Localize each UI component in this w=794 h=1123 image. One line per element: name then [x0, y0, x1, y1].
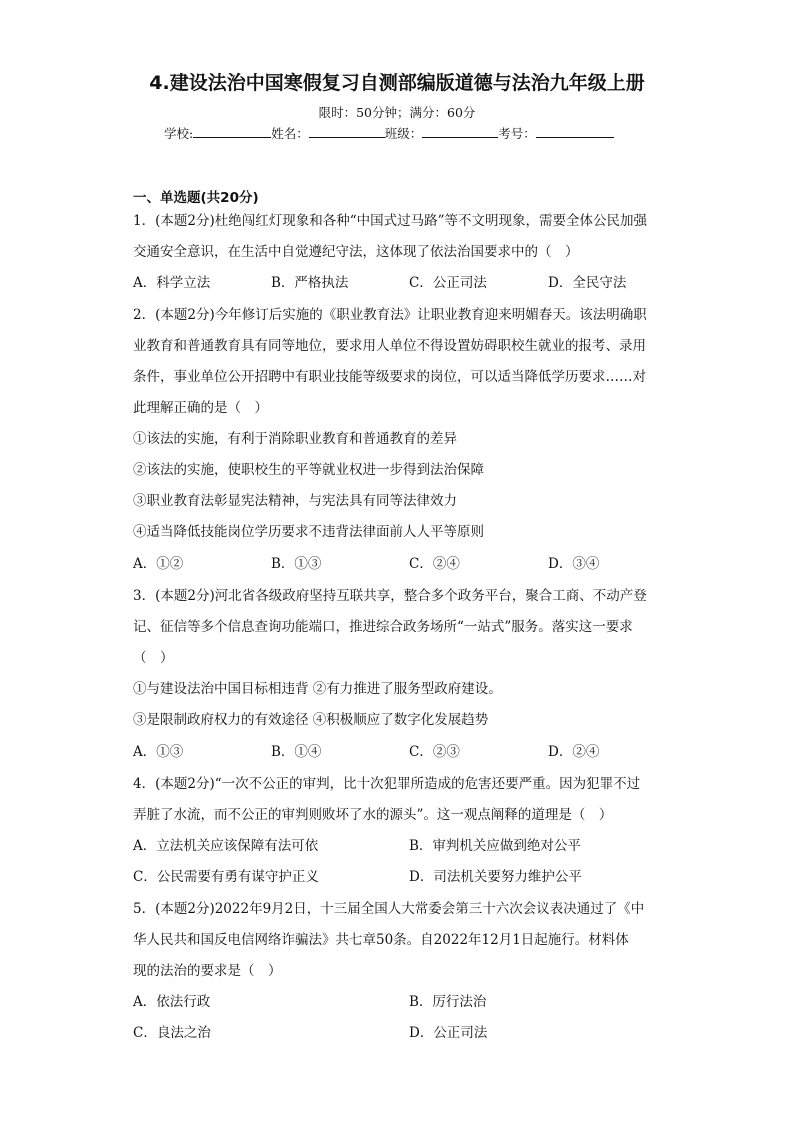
question-4-option-b[interactable]: B．审判机关应做到绝对公平 — [409, 838, 581, 854]
question-3-option-d[interactable]: D．②④ — [548, 744, 600, 760]
class-label: 班级： — [384, 126, 423, 141]
question-4-line-1: 4．(本题2分)“一次不公正的审判，比十次犯罪所造成的危害还要严重。因为犯罪不过 — [133, 776, 641, 792]
class-blank[interactable] — [422, 125, 498, 138]
question-5-option-c[interactable]: C．良法之治 — [133, 1025, 211, 1041]
question-4-option-c[interactable]: C．公民需要有勇有谋守护正义 — [133, 869, 319, 885]
question-2-option-b[interactable]: B．①③ — [271, 556, 322, 572]
question-2-line-3: 条件，事业单位公开招聘中有职业技能等级要求的岗位，可以适当降低学历要求……对 — [133, 369, 646, 385]
name-label: 姓名： — [271, 126, 309, 141]
school-label: 学校: — [164, 126, 194, 141]
number-blank[interactable] — [536, 125, 614, 138]
question-1-option-d[interactable]: D．全民守法 — [548, 275, 627, 291]
question-5-line-1: 5．(本题2分)2022年9月2日，十三届全国人大常委会第三十六次会议表决通过了《中 — [133, 901, 645, 917]
question-3-line-3: （ ） — [133, 650, 174, 666]
question-1-line-1: 1．(本题2分)杜绝闯红灯现象和各种“中国式过马路”等不文明现象，需要全体公民加强 — [133, 213, 648, 229]
question-1-option-c[interactable]: C．公正司法 — [409, 275, 487, 291]
question-2-option-a[interactable]: A．①② — [133, 556, 184, 572]
question-3-option-a[interactable]: A．①③ — [133, 744, 184, 760]
question-5-line-3: 现的法治的要求是（ ） — [133, 963, 282, 979]
question-5-option-b[interactable]: B．厉行法治 — [409, 994, 487, 1010]
question-4-option-a[interactable]: A．立法机关应该保障有法可依 — [133, 838, 319, 854]
question-2-option-c[interactable]: C．②④ — [409, 556, 460, 572]
question-2-statement-4: ④适当降低技能岗位学历要求不违背法律面前人人平等原则 — [133, 524, 484, 540]
student-info-row — [164, 124, 614, 142]
question-5-option-d[interactable]: D．公正司法 — [409, 1025, 488, 1041]
name-blank[interactable] — [309, 125, 385, 138]
question-4-line-2: 弄脏了水流，而不公正的审判则败坏了水的源头”。这一观点阐释的道理是（ ） — [133, 807, 613, 823]
question-2-line-1: 2．(本题2分)今年修订后实施的《职业教育法》让职业教育迎来明媚春天。该法明确职 — [133, 307, 647, 323]
question-1-line-2: 交通安全意识，在生活中自觉遵纪守法，这体现了依法治国要求中的（ ） — [133, 244, 579, 260]
doc-title: 4.建设法治中国寒假复习自测部编版道德与法治九年级上册 — [149, 72, 645, 94]
question-3-statement-3-4: ③是限制政府权力的有效途径 ④积极顺应了数字化发展趋势 — [133, 712, 489, 728]
question-3-option-b[interactable]: B．①④ — [271, 744, 322, 760]
question-1-option-b[interactable]: B．严格执法 — [271, 275, 349, 291]
question-2-line-2: 业教育和普通教育具有同等地位，要求用人单位不得设置妨碍职校生就业的报考、录用 — [133, 338, 646, 354]
question-2-statement-3: ③职业教育法彰显宪法精神，与宪法具有同等法律效力 — [133, 493, 457, 509]
question-2-statement-1: ①该法的实施，有利于消除职业教育和普通教育的差异 — [133, 431, 457, 447]
question-5-line-2: 华人民共和国反电信网络诈骗法》共七章50条。自2022年12月1日起施行。材料体 — [133, 932, 629, 948]
question-5-option-a[interactable]: A．依法行政 — [133, 994, 211, 1010]
question-2-option-d[interactable]: D．③④ — [548, 556, 600, 572]
number-label: 考号： — [498, 126, 536, 141]
question-3-line-2: 记、征信等多个信息查询功能端口，推进综合政务场所“一站式”服务。落实这一要求 — [133, 619, 633, 635]
question-3-option-c[interactable]: C．②③ — [409, 744, 460, 760]
question-1-option-a[interactable]: A．科学立法 — [133, 275, 211, 291]
question-2-statement-2: ②该法的实施，使职校生的平等就业权进一步得到法治保障 — [133, 462, 484, 478]
question-3-line-1: 3．(本题2分)河北省各级政府坚持互联共享，整合多个政务平台，聚合工商、不动产登 — [133, 588, 647, 604]
question-3-statement-1-2: ①与建设法治中国目标相违背 ②有力推进了服务型政府建设。 — [133, 681, 502, 697]
doc-subtitle: 限时：50分钟；满分：60分 — [318, 105, 476, 120]
question-2-line-4: 此理解正确的是（ ） — [133, 400, 268, 416]
school-blank[interactable] — [193, 125, 271, 138]
question-4-option-d[interactable]: D．司法机关要努力维护公平 — [409, 869, 582, 885]
section-heading: 一、单选题(共20分) — [133, 190, 259, 206]
